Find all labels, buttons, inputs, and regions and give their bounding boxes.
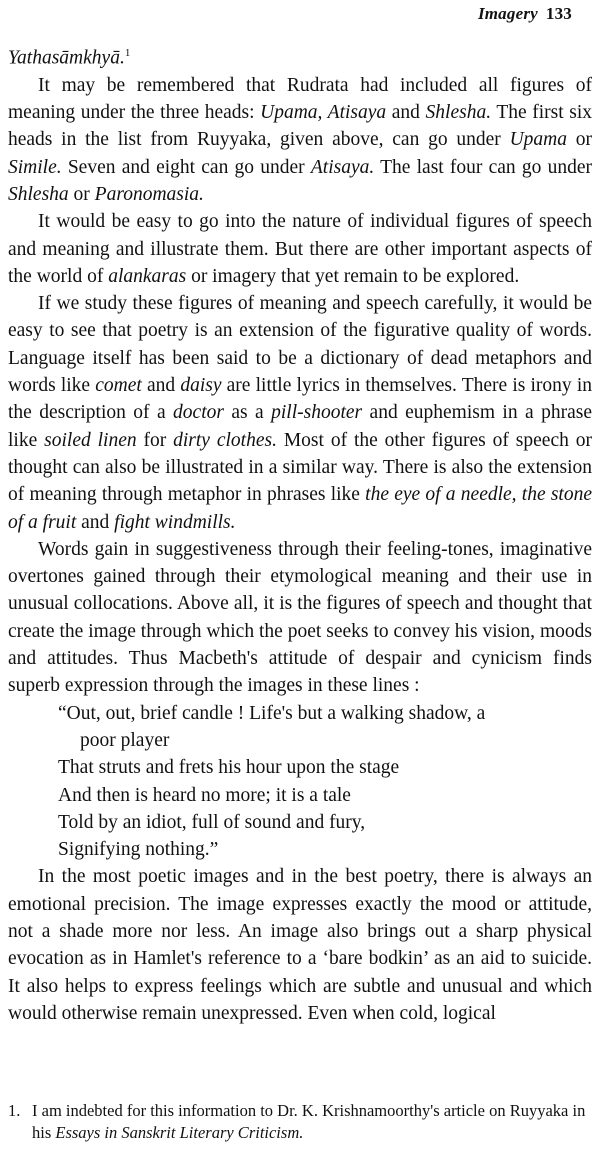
book-title: Essays in Sanskrit Literary Criticism. bbox=[55, 1123, 304, 1142]
footnote-number: 1. bbox=[8, 1101, 21, 1120]
running-header bbox=[478, 4, 572, 24]
quote-line: That struts and frets his hour upon the stage bbox=[58, 757, 400, 779]
page-number: 133 bbox=[545, 4, 572, 23]
emphasis: Shlesha bbox=[8, 183, 69, 205]
emphasis: Upama bbox=[509, 129, 567, 151]
text: It would be easy to go into the nature of individual figures of speech and meaning and illustrate them. But there are other important aspects of the world of bbox=[8, 211, 592, 287]
text: and euphemism in a phrase like bbox=[8, 402, 592, 451]
paragraph-2 bbox=[8, 208, 592, 290]
page-body bbox=[8, 40, 592, 1027]
emphasis: Shlesha. bbox=[425, 102, 492, 124]
emphasis: pill-shooter bbox=[271, 402, 363, 424]
text: If we study these figures of meaning and speech carefully, it would be easy to see that poetry is an extension of the figurative quality of words. Language itself has been said to be a dictionary of dead metaphors and words like bbox=[8, 293, 592, 397]
text: or imagery that yet remain to be explored. bbox=[186, 265, 520, 287]
text: or bbox=[68, 183, 95, 205]
text: or bbox=[566, 129, 593, 151]
emphasis: Simile. bbox=[8, 156, 62, 178]
footnote bbox=[8, 1100, 592, 1144]
emphasis: comet bbox=[95, 375, 142, 397]
text: The first six heads in the list from Ruyyaka, given above, can go under bbox=[8, 102, 592, 151]
text: as a bbox=[223, 402, 272, 424]
footnote-text bbox=[32, 1100, 592, 1144]
text: The last four can go under bbox=[374, 156, 592, 178]
paragraph-0 bbox=[8, 40, 592, 72]
emphasis: the eye of a needle, the stone of a fruit bbox=[8, 484, 592, 533]
running-title: Imagery bbox=[477, 4, 538, 23]
quote-line: And then is heard no more; it is a tale bbox=[58, 784, 351, 806]
text: I am indebted for this information to Dr. K. Krishnamoorthy's article on Ruyyaka in his bbox=[32, 1101, 586, 1142]
quote-line-continuation: poor player bbox=[80, 729, 170, 751]
paragraph-1 bbox=[8, 72, 592, 208]
paragraph-4: Words gain in suggestiveness through their feeling-tones, imaginative overtones gained through their etymological meaning and their use in unusual collocations. Above all, it is the figures of speech and thought that create the image through which the poet seeks to convey his vision, moods and attitudes. Thus Macbeth's attitude of despair and cynicism finds superb expression through the images in these lines : bbox=[8, 538, 592, 697]
paragraph-5: In the most poetic images and in the best poetry, there is always an emotional precision. The image expresses exactly the mood or attitude, not a shade more nor less. An image also brings out a sharp physical evocation as in Hamlet's reference to a ‘bare bodkin’ as an aid to suicide. It also helps to express feelings which are subtle and unusual and which would otherwise remain unexpressed. Even when cold, logical bbox=[8, 866, 592, 1024]
term-yathasamkhya: Yathasāmkhyā. bbox=[8, 47, 125, 69]
emphasis: soiled linen bbox=[44, 429, 137, 451]
emphasis: dirty clothes. bbox=[173, 429, 277, 451]
emphasis: Upama, Atisaya bbox=[260, 102, 387, 124]
emphasis: alankaras bbox=[108, 265, 187, 287]
text: for bbox=[136, 429, 174, 451]
text: are little lyrics in themselves. There is irony in the description of a bbox=[8, 375, 593, 424]
footnote-rule bbox=[8, 1094, 208, 1095]
quote-line: “Out, out, brief candle ! Life's but a walking shadow, a bbox=[58, 702, 486, 724]
paragraph-3 bbox=[8, 290, 592, 536]
text: and bbox=[76, 511, 115, 533]
emphasis: fight windmills. bbox=[114, 511, 236, 533]
quote-line: Told by an idiot, full of sound and fury, bbox=[58, 811, 366, 833]
text: and bbox=[141, 375, 181, 397]
footnote-ref: 1 bbox=[124, 47, 131, 59]
text: Seven and eight can go under bbox=[61, 156, 311, 178]
text: and bbox=[386, 102, 426, 124]
quote-line: Signifying nothing.” bbox=[58, 839, 219, 861]
emphasis: Atisaya. bbox=[310, 156, 375, 178]
emphasis: daisy bbox=[180, 375, 222, 397]
emphasis: doctor bbox=[173, 402, 224, 424]
block-quote bbox=[58, 700, 592, 864]
emphasis: Paronomasia. bbox=[94, 183, 204, 205]
text: It may be remembered that Rudrata had included all figures of meaning under the three heads: bbox=[8, 74, 592, 124]
text: Most of the other figures of speech or thought can also be illustrated in a similar way. There is also the extension of meaning through metaphor in phrases like bbox=[8, 429, 592, 506]
